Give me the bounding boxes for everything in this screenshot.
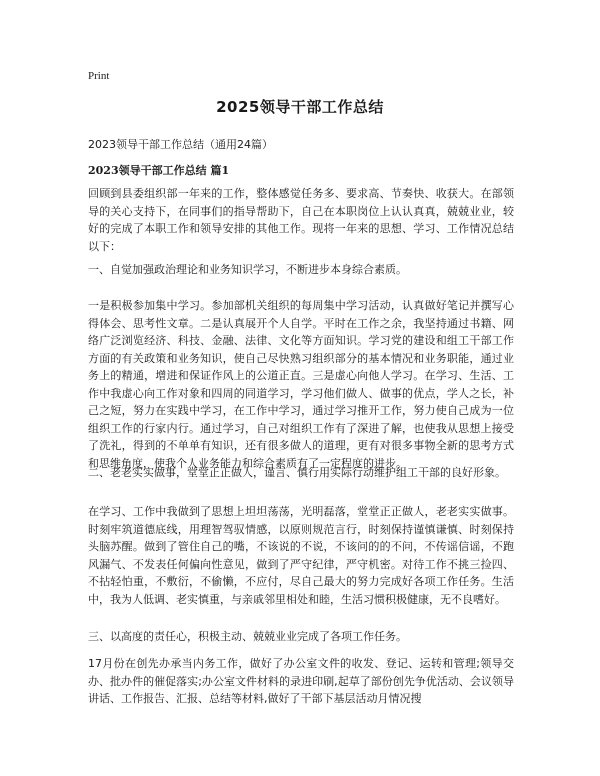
paragraph-conduct: 在学习、工作中我做到了思想上坦坦荡荡，光明磊落，堂堂正正做人，老老实实做事。时刻牢筑道德底线，用理智驾驭情感，以原则规范言行，时刻保持谨慎谦慎、时刻保持头脑苏醒。做到了管住自己的嘴，不该说的不说，不该问的的不问，不传谣信谣，不跑风漏气、不发表任何偏向性意见，做到了严守纪律，严守机密。对待工作不挑三捡四、不拈轻怕重，不敷衍，不偷懒，不应付，尽自己最大的努力完成好各项工作任务。生活中，我为人低调、老实慎重，与亲戚邻里相处和睦，生活习惯积极健康，无不良嗜好。: [88, 505, 514, 606]
paragraph-study: 一是积极参加集中学习。参加部机关组织的每周集中学习活动，认真做好笔记并撰写心得体会、思考性文章。二是认真展开个人自学。平时在工作之余，我坚持通过书籍、网络广泛浏览经济、科技、金融、法律、文化等方面知识。学习党的建设和组工干部工作方面的有关政策和业务知识，使自己尽快熟习组织部分的基本情况和业务职能，通过业务上的精通，增进和保证作风上的公道正直。三是虚心向他人学习。在学习、生活、工作中我虚心向工作对象和四周的同道学习，学习他们做人、做事的优点，学人之长，补己之短，努力在实践中学习，在工作中学习，通过学习推开工作，努力使自己成为一位组织工作的行家内行。通过学习，自己对组织工作有了深进了解，也使我从思想上接受了洗礼，得到的不单单有知识，还有很多做人的道理，更有对很多事物全新的思考方式和思维角度，使我个人业务能力和综合素质有了一定程度的进步。: [88, 299, 514, 470]
paragraph-heading-two: 二、老老实实做事，堂堂正正做人，谨言、慎行用实际行动维护组工干部的良好形象。: [88, 466, 506, 479]
paragraph-tasks: 17月份在创先办承当内务工作，做好了办公室文件的收发、登记、运转和管理;领导交办、批办件的催促落实;办公室文件材料的录进印刷,起草了部份创先争优活动、会议领导讲话、工作报告、汇报、总结等材料,做好了干部下基层活动月情况搜: [88, 657, 514, 705]
print-label: Print: [88, 70, 110, 82]
document-title: 2025领导干部工作总结: [216, 98, 384, 116]
document-subtitle: 2023领导干部工作总结（通用24篇）: [88, 138, 273, 151]
paragraph-heading-one: 一、自觉加强政治理论和业务知识学习，不断进步本身综合素质。: [88, 263, 407, 276]
section-heading: 2023领导干部工作总结 篇1: [88, 164, 230, 177]
paragraph-intro: 回顾到县委组织部一年来的工作，整体感觉任务多、要求高、节奏快、收获大。在部领导的关心支持下，在同事们的指导帮助下，自己在本职岗位上认认真真，兢兢业业，较好的完成了本职工作和领导安排的其他工作。现将一年来的思想、学习、工作情况总结以下：: [88, 187, 514, 253]
paragraph-heading-three: 三、以高度的责任心，积极主动、兢兢业业完成了各项工作任务。: [88, 630, 407, 643]
